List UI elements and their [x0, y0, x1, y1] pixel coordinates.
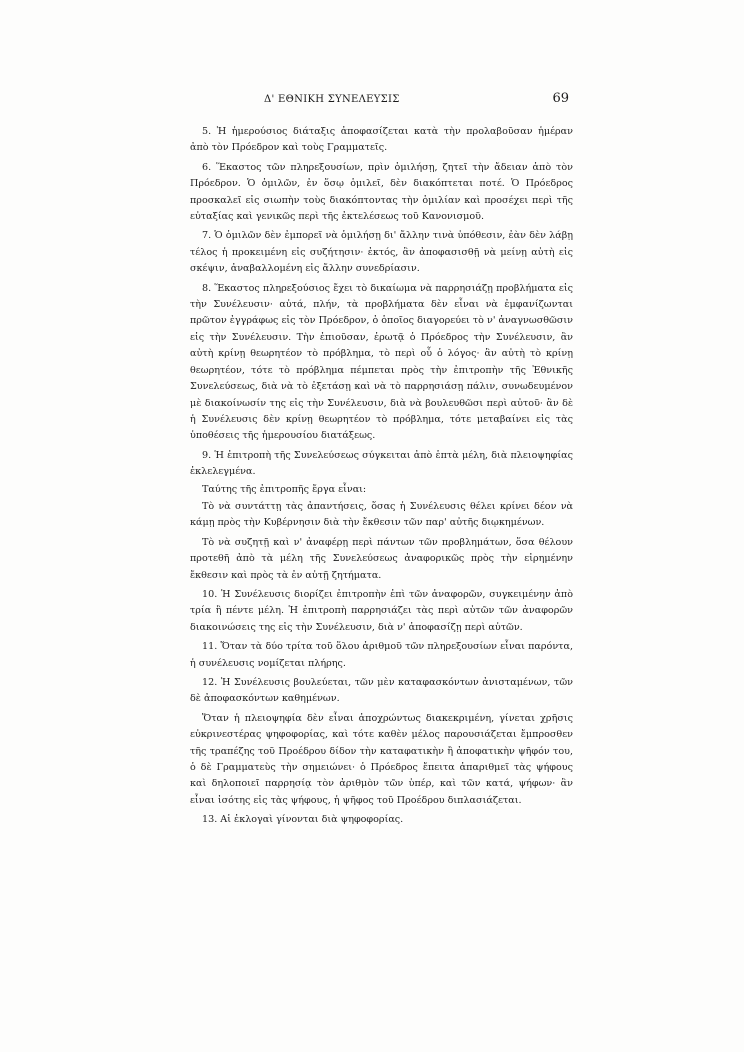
- article-10: 10. Ἡ Συνέλευσις διορίζει ἐπιτροπὴν ἐπὶ τῶν ἀναφορῶν, συγκειμένην ἀπὸ τρία ἢ πέντε μέλη. Ἡ ἐπιτροπὴ παρρησιάζει τὰς περὶ αὐτῶν τῶν ἀναφορῶν διακοινώσεις της εἰς τὴν Συνέλευσιν, διὰ ν' ἀποφασίζῃ περὶ αὐτῶν.: [190, 588, 573, 633]
- page-number: 69: [552, 91, 569, 106]
- voting-procedure: Ὅταν ἡ πλειοψηφία δὲν εἶναι ἀποχρώντως διακεκριμένη, γίνεται χρῆσις εὐκρινεστέρας ψηφοφορίας, καὶ τότε καθὲν μέλος παρουσιάζεται ἔμπροσθεν τῆς τραπέζης τοῦ Προέδρου δίδον τὴν καταφατικὴν ἢ ἀποφατικὴν ψῆφόν του, ὁ δὲ Γραμματεὺς τὴν σημειώνει· ὁ Πρόεδρος ἔπειτα ἀπαριθμεῖ τὰς ψήφους καὶ δηλοποιεῖ παρρησίᾳ τὸν ἀριθμὸν τῶν ὑπέρ, καὶ τῶν κατά, ψήφων· ἂν εἶναι ἰσότης εἰς τὰς ψήφους, ἡ ψῆφος τοῦ Προέδρου διπλασιάζεται.: [190, 712, 573, 806]
- article-5: 5. Ἡ ἡμερούσιος διάταξις ἀποφασίζεται κατὰ τὴν προλαβοῦσαν ἡμέραν ἀπὸ τὸν Πρόεδρον καὶ τοὺς Γραμματεῖς.: [190, 126, 573, 154]
- page-header: [190, 90, 573, 110]
- article-11: 11. Ὅταν τὰ δύο τρίτα τοῦ ὅλου ἀριθμοῦ τῶν πληρεξουσίων εἶναι παρόντα, ἡ συνέλευσις νομίζεται πλήρης.: [190, 641, 573, 669]
- document-body: [190, 124, 573, 832]
- committee-duties-intro: Ταύτης τῆς ἐπιτροπῆς ἔργα εἶναι:: [202, 483, 367, 495]
- article-6: 6. Ἕκαστος τῶν πληρεξουσίων, πρὶν ὁμιλήσῃ, ζητεῖ τὴν ἄδειαν ἀπὸ τὸν Πρόεδρον. Ὁ ὁμιλῶν, ἐν ὅσῳ ὁμιλεῖ, δὲν διακόπτεται ποτέ. Ὁ Πρόεδρος προσκαλεῖ εἰς σιωπὴν τοὺς διακόπτοντας τὴν ὁμιλίαν καὶ προσέχει περὶ τῆς εὐταξίας καὶ γενικῶς περὶ τῆς ἐκτελέσεως τοῦ Κανονισμοῦ.: [190, 161, 573, 223]
- article-7: 7. Ὁ ὁμιλῶν δὲν ἐμπορεῖ νὰ ὁμιλήσῃ δι' ἄλλην τινὰ ὑπόθεσιν, ἐὰν δὲν λάβῃ τέλος ἡ προκειμένη εἰς συζήτησιν· ἐκτός, ἂν ἀποφασισθῇ νὰ μείνῃ αὐτὴ εἰς σκέψιν, ἀναβαλλομένη εἰς ἄλλην συνεδρίασιν.: [190, 230, 573, 275]
- article-12: 12. Ἡ Συνέλευσις βουλεύεται, τῶν μὲν καταφασκόντων ἀνισταμένων, τῶν δὲ ἀποφασκόντων καθημένων.: [190, 677, 573, 705]
- article-9: 9. Ἡ ἐπιτροπὴ τῆς Συνελεύσεως σύγκειται ἀπὸ ἑπτὰ μέλη, διὰ πλειοψηφίας ἐκλελεγμένα.: [190, 449, 573, 478]
- article-13: 13. Αἱ ἐκλογαὶ γίνονται διὰ ψηφοφορίας.: [202, 814, 404, 826]
- article-8: 8. Ἕκαστος πληρεξούσιος ἔχει τὸ δικαίωμα νὰ παρρησιάζῃ προβλήματα εἰς τὴν Συνέλευσιν· αὐτά, πλήν, τὰ προβλήματα δὲν εἶναι νὰ ἐμφανίζωνται πρῶτον ἐγγράφως εἰς τὸν Πρόεδρον, ὁ ὁποῖος διαγορεύει τὸ ν' ἀναγνωσθῶσιν εἰς τὴν Συνέλευσιν. Τὴν ἐπιοῦσαν, ἐρωτᾷ ὁ Πρόεδρος τὴν Συνέλευσιν, ἂν αὐτὴ κρίνῃ θεωρητέον τὸ πρόβλημα, τὸ περὶ οὗ ὁ λόγος· ἂν αὐτὴ τὸ κρίνῃ θεωρητέον, τότε τὸ πρόβλημα πέμπεται πρὸς τὴν ἐπιτροπὴν τῆς Ἐθνικῆς Συνελεύσεως, διὰ νὰ τὸ ἐξετάσῃ καὶ νὰ τὸ παρρησιάσῃ πάλιν, συνωδευμένον μὲ διακοίνωσίν της εἰς τὴν Συνέλευσιν, διὰ νὰ βουλευθῶσι περὶ αὐτοῦ· ἂν δὲ ἡ Συνέλευσις δὲν κρίνῃ θεωρητέον τὸ πρόβλημα, τότε μεταβαίνει εἰς τὰς ὑποθέσεις τῆς ἡμερουσίου διατάξεως.: [190, 282, 573, 442]
- committee-duty-2: Τὸ νὰ συζητῇ καὶ ν' ἀναφέρῃ περὶ πάντων τῶν προβλημάτων, ὅσα θέλουν προτεθῆ ἀπὸ τὰ μέλη τῆς Συνελεύσεως ἀναφορικῶς πρὸς τὴν εἰρημένην ἔκθεσιν καὶ πρὸς τὰ ἐν αὐτῇ ζητήματα.: [190, 536, 573, 581]
- running-title: Δ' ΕΘΝΙΚΗ ΣΥΝΕΛΕΥΣΙΣ: [264, 94, 400, 105]
- committee-duty-1: Τὸ νὰ συντάττῃ τὰς ἀπαντήσεις, ὅσας ἡ Συνέλευσις θέλει κρίνει δέον νὰ κάμῃ πρὸς τὴν Κυβέρνησιν διὰ τὴν ἔκθεσιν τῶν παρ' αὐτῆς διῳκημένων.: [190, 500, 573, 529]
